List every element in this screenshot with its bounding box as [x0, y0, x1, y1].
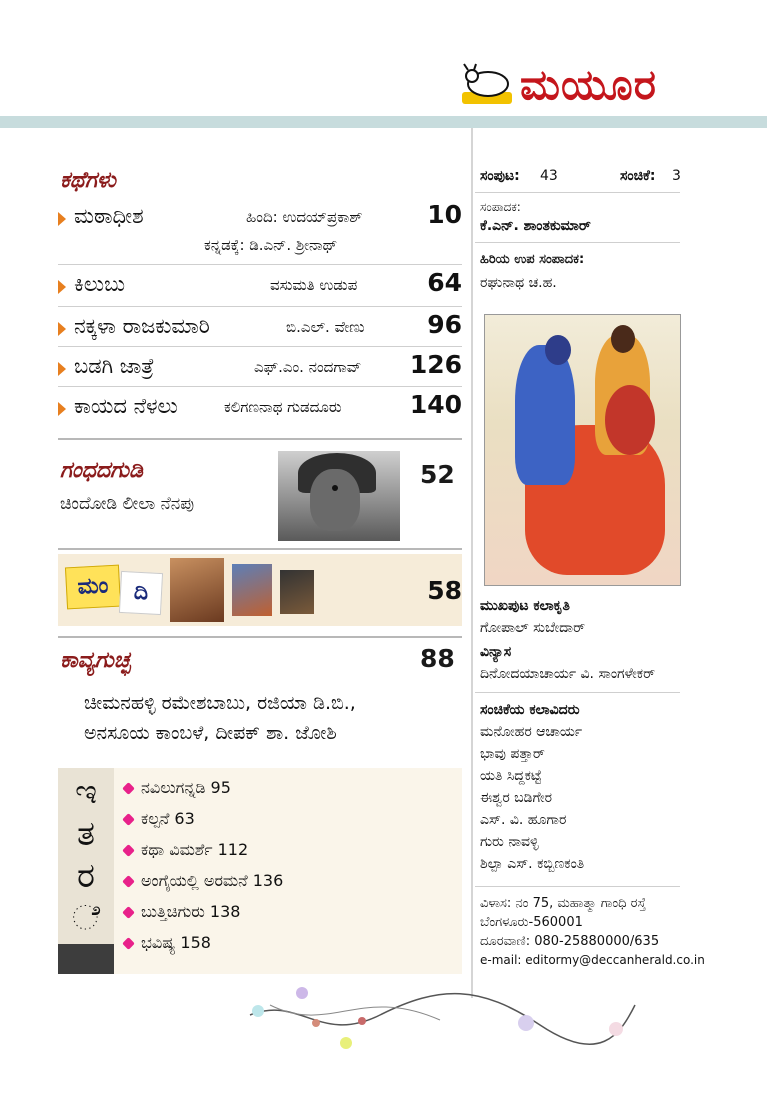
misc-item[interactable]: ಅಂಗೈಯಲ್ಲಿ ಅರಮನೆ 136 [124, 871, 283, 891]
artist-name: ಈಶ್ವರ ಬಡಿಗೇರ [480, 790, 553, 806]
bullet-icon [58, 322, 66, 336]
hexagon-bullet-icon [122, 813, 135, 826]
stories-heading: ಕಥೆಗಳು [60, 168, 116, 193]
hexagon-bullet-icon [122, 937, 135, 950]
artist-name: ಮನೋಹರ ಆಚಾರ್ಯ [480, 724, 583, 740]
header-band [0, 116, 767, 128]
story-page: 140 [409, 390, 462, 419]
misc-item[interactable]: ನವಿಲುಗನ್ನಡಿ 95 [124, 778, 231, 798]
section-divider [58, 636, 462, 638]
artist-name: ಗುರು ನಾವಳ್ಳಿ [480, 834, 539, 850]
mandi-page: 58 [427, 576, 462, 605]
volume-label: ಸಂಪುಟ: [480, 168, 520, 184]
kavyaguccha-heading: ಕಾವ್ಯಗುಚ್ಛ [60, 648, 131, 673]
person-photo [232, 564, 272, 616]
gandhadagudi-page: 52 [420, 460, 455, 489]
bull-emblem-icon [460, 62, 516, 110]
sub-editor-label: ಹಿರಿಯ ಉಪ ಸಂಪಾದಕ: [480, 252, 585, 267]
bullet-icon [58, 280, 66, 294]
misc-columns-box [58, 768, 462, 974]
hexagon-bullet-icon [122, 875, 135, 888]
hexagon-bullet-icon [122, 906, 135, 919]
strip-glyph: ೆ [71, 898, 101, 938]
gandhadagudi-heading: ಗಂಧದಗುಡಿ [60, 458, 143, 483]
gandhadagudi-subtitle: ಚಿಂದೋಡಿ ಲೀಲಾ ನೆನಪು [60, 494, 195, 514]
cover-art-label: ಮುಖಪುಟ ಕಲಾಕೃತಿ [480, 598, 570, 614]
artist-name: ಯತಿ ಸಿದ್ದಕಟ್ಟೆ [480, 768, 542, 784]
divider [58, 346, 462, 347]
story-row[interactable] [58, 350, 462, 390]
strip-glyph: ಇ [74, 772, 98, 812]
editor-label: ಸಂಪಾದಕ: [480, 200, 521, 214]
designer-name: ದಿನೋದಯಾಚಾರ್ಯ ವಿ. ಸಾಂಗಳೇಕರ್ [480, 666, 656, 682]
misc-item[interactable]: ಕಥಾ ವಿಮರ್ಶೆ 112 [124, 840, 248, 860]
divider [475, 192, 680, 193]
misc-side-strip [58, 768, 114, 974]
story-page: 126 [409, 350, 462, 379]
address-city: ಬೆಂಗಳೂರು-560001 [480, 915, 583, 930]
poets-line: ಚೀಮನಹಳ್ಳಿ ರಮೇಶಬಾಬು, ರಜಿಯಾ ಡಿ.ಬಿ., [84, 692, 356, 714]
misc-item[interactable]: ಭವಿಷ್ಯ 158 [124, 933, 211, 953]
portrait-photo [278, 451, 400, 541]
story-author: ವಸುಮತಿ ಉಡುಪ [270, 276, 358, 294]
bullet-icon [58, 402, 66, 416]
story-row[interactable] [58, 390, 462, 430]
address-line: ವಿಳಾಸ: ನಂ 75, ಮಹಾತ್ಮಾ ಗಾಂಧಿ ರಸ್ತೆ [480, 896, 647, 911]
column-divider [471, 128, 473, 998]
story-title: ಬಡಗಿ ಜಾತ್ರೆ [74, 354, 155, 378]
divider [58, 264, 462, 265]
story-translator: ಕನ್ನಡಕ್ಕೆ: ಡಿ.ಎನ್. ಶ್ರೀನಾಥ್ [204, 236, 338, 254]
story-author: ಕಲಿಗಣನಾಥ ಗುಡದೂರು [224, 398, 342, 416]
mandi-banner[interactable] [58, 554, 462, 626]
artist-name: ಶಿಲ್ಪಾ ಎಸ್. ಕಬ್ಬಿಣಕಂತಿ [480, 856, 585, 872]
issue-number: 3 [672, 168, 681, 184]
editor-name: ಕೆ.ಎನ್. ಶಾಂತಕುಮಾರ್ [480, 218, 591, 234]
story-row[interactable] [58, 268, 462, 308]
divider [475, 242, 680, 243]
design-label: ವಿನ್ಯಾಸ [480, 644, 512, 660]
story-page: 96 [427, 310, 462, 339]
strip-glyph: ರ [77, 856, 95, 896]
masthead-title: ಮಯೂರ [520, 60, 657, 109]
section-divider [58, 438, 462, 440]
phone-number: ದೂರವಾಣಿ: 080-25880000/635 [480, 934, 660, 949]
divider [58, 386, 462, 387]
divider [475, 692, 680, 693]
divider [475, 886, 680, 887]
misc-item[interactable]: ಬುತ್ತಿಚಿಗುರು 138 [124, 902, 240, 922]
story-title: ಕಿಲುಬು [74, 272, 126, 296]
email-address[interactable]: e-mail: editormy@deccanherald.co.in [480, 953, 705, 967]
sub-editor-name: ರಘುನಾಥ ಚ.ಹ. [480, 275, 557, 291]
story-row[interactable] [58, 310, 462, 350]
strip-glyph: ತ [76, 814, 96, 854]
story-author: ಹಿಂದಿ: ಉದಯ್‌ಪ್ರಕಾಶ್ [246, 208, 363, 226]
story-author: ಎಫ್.ಎಂ. ನಂದಗಾವ್ [254, 358, 362, 376]
volume-number: 43 [540, 168, 558, 184]
hexagon-bullet-icon [122, 782, 135, 795]
bullet-icon [58, 212, 66, 226]
story-title: ನಕ್ಕಳಾ ರಾಜಕುಮಾರಿ [74, 314, 210, 338]
cover-artist: ಗೋಪಾಲ್ ಸುಬೇದಾರ್ [480, 620, 586, 636]
artists-label: ಸಂಚಿಕೆಯ ಕಲಾವಿದರು [480, 702, 580, 718]
section-divider [58, 548, 462, 550]
artist-name: ಭಾವು ಪತ್ತಾರ್ [480, 746, 545, 762]
story-author: ಬಿ.ಎಲ್. ವೇಣು [286, 318, 365, 336]
mandi-chip: ದಿ [119, 571, 163, 615]
mandi-chip: ಮಂ [65, 565, 121, 610]
poets-line: ಅನಸೂಯ ಕಾಂಬಳೆ, ದೀಪಕ್ ಶಾ. ಜೋಶಿ [84, 722, 337, 744]
kavyaguccha-page: 88 [420, 644, 455, 673]
hexagon-bullet-icon [122, 844, 135, 857]
divider [58, 306, 462, 307]
strip-footer [58, 944, 114, 974]
story-title: ಕಾಯದ ನೆಳಲು [74, 394, 178, 418]
misc-item[interactable]: ಕಲ್ಪನೆ 63 [124, 809, 195, 829]
artist-name: ಎಸ್. ವಿ. ಹೂಗಾರ [480, 812, 567, 828]
person-photo [170, 558, 224, 622]
story-page: 64 [427, 268, 462, 297]
cover-artwork [484, 314, 681, 586]
decorative-swirl [240, 975, 640, 1055]
story-row[interactable] [58, 200, 462, 260]
issue-label: ಸಂಚಿಕೆ: [620, 168, 656, 184]
story-page: 10 [427, 200, 462, 229]
bullet-icon [58, 362, 66, 376]
person-photo [280, 570, 314, 614]
story-title: ಮಠಾಧೀಶ [74, 204, 144, 228]
